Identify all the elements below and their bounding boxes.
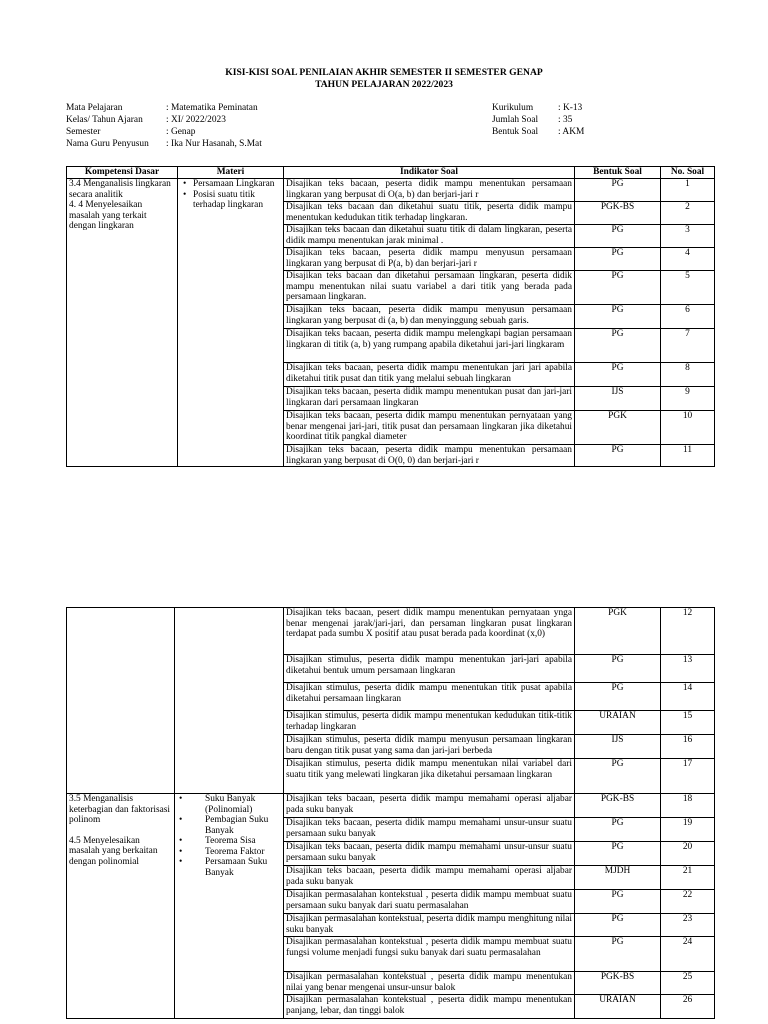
kd-text: 3.5 Menganalisis keterbagian dan faktorisasi polinom <box>69 794 171 825</box>
indikator-cell: Disajikan teks bacaan, peserta didik mampu menentukan persamaan lingkaran yang berpusat di O(0, 0) dan berjari-jari r <box>284 445 575 467</box>
indikator-cell: Disajikan permasalahan kontekstual , peserta didik mampu menentukan panjang, lebar, dan tinggi balok <box>284 995 575 1019</box>
meta-value: : K-13 <box>558 103 583 113</box>
indikator-cell: Disajikan stimulus, peserta didik mampu menentukan nilai variabel dari suatu titik yang melewati lingkaran jika diketahui persamaan lingkaran <box>284 759 575 794</box>
no-soal-cell: 7 <box>661 329 715 363</box>
no-soal-cell: 16 <box>661 735 715 759</box>
indikator-cell: Disajikan teks bacaan dan diketahui suatu titik di dalam lingkaran, peserta didik mampu menentukan jarak minimal . <box>284 225 575 248</box>
indikator-cell: Disajikan teks bacaan, peserta didik mampu menyusun persamaan lingkaran yang berpusat di P(a, b) dan berjari-jari r <box>284 248 575 271</box>
indikator-cell: Disajikan permasalahan kontekstual , peserta didik mampu menentukan nilai yang benar mengenai unsur-unsur balok <box>284 972 575 995</box>
meta-value: : Genap <box>166 127 196 137</box>
no-soal-cell: 25 <box>661 972 715 995</box>
meta-row <box>492 114 584 126</box>
document-title <box>0 67 768 91</box>
bentuk-soal-cell: IJS <box>575 735 661 759</box>
kompetensi-dasar-cell <box>67 794 175 1019</box>
kd-text: 4. 4 Menyelesaikan masalah yang terkait dengan lingkaran <box>69 200 147 231</box>
bentuk-soal-cell: PGK-BS <box>575 972 661 995</box>
meta-right <box>492 102 584 138</box>
no-soal-cell: 13 <box>661 655 715 683</box>
indikator-cell: Disajikan teks bacaan, peserta didik mampu memahami operasi aljabar pada suku banyak <box>284 794 575 818</box>
no-soal-cell: 5 <box>661 271 715 305</box>
no-soal-cell: 19 <box>661 818 715 842</box>
meta-label: Kurikulum <box>492 103 534 113</box>
table-row <box>67 608 715 655</box>
indikator-cell: Disajikan teks bacaan, peserta didik mampu menentukan jari jari apabila diketahui titik pusat dan titik yang melalui sebuah lingkaran <box>284 363 575 387</box>
materi-item: • Persamaan Lingkaran <box>180 179 281 190</box>
bentuk-soal-cell: PG <box>575 683 661 711</box>
materi-cell <box>175 608 284 794</box>
materi-item: • Teorema Faktor <box>177 847 281 858</box>
materi-item: • Teorema Sisa <box>177 836 281 847</box>
meta-row <box>492 102 584 114</box>
kd-text: 3.4 Menganalisis lingkaran secara analitik <box>69 179 171 200</box>
bentuk-soal-cell: PG <box>575 329 661 363</box>
bentuk-soal-cell: PG <box>575 937 661 972</box>
column-header-no: No. Soal <box>661 167 715 179</box>
title-line-1: KISI-KISI SOAL PENILAIAN AKHIR SEMESTER II SEMESTER GENAP <box>225 67 543 78</box>
bentuk-soal-cell: PGK-BS <box>575 794 661 818</box>
kisi-kisi-table-page2 <box>66 607 715 1019</box>
no-soal-cell: 10 <box>661 411 715 445</box>
no-soal-cell: 4 <box>661 248 715 271</box>
indikator-cell: Disajikan stimulus, peserta didik mampu menentukan titik pusat apabila diketahui persamaan lingkaran <box>284 683 575 711</box>
bentuk-soal-cell: PG <box>575 914 661 937</box>
meta-row <box>66 138 262 150</box>
meta-value: : Ika Nur Hasanah, S.Mat <box>166 139 262 149</box>
bentuk-soal-cell: MJDH <box>575 866 661 890</box>
no-soal-cell: 3 <box>661 225 715 248</box>
kompetensi-dasar-cell <box>67 608 175 794</box>
indikator-cell: Disajikan teks bacaan, peserta didik mampu memahami unsur-unsur suatu persamaan suku banyak <box>284 818 575 842</box>
column-header-indikator: Indikator Soal <box>284 167 575 179</box>
meta-label: Jumlah Soal <box>492 115 539 125</box>
materi-item: • Persamaan Suku Banyak <box>177 857 281 878</box>
indikator-cell: Disajikan teks bacaan dan diketahui suatu titik, peserta didik mampu menentukan kedudukan titik terhadap lingkaran. <box>284 202 575 225</box>
meta-label: Nama Guru Penyusun <box>66 139 149 149</box>
bentuk-soal-cell: PG <box>575 271 661 305</box>
no-soal-cell: 17 <box>661 759 715 794</box>
no-soal-cell: 8 <box>661 363 715 387</box>
no-soal-cell: 21 <box>661 866 715 890</box>
no-soal-cell: 1 <box>661 179 715 202</box>
indikator-cell: Disajikan permasalahan kontekstual , peserta didik mampu membuat suatu fungsi volume menjadi fungsi suku banyak dari suatu permasalahan <box>284 937 575 972</box>
meta-left <box>66 102 262 150</box>
bentuk-soal-cell: PGK <box>575 608 661 655</box>
meta-label: Kelas/ Tahun Ajaran <box>66 115 143 125</box>
indikator-cell: Disajikan teks bacaan, peserta didik mampu menyusun persamaan lingkaran yang berpusat di (a, b) dan menyinggung sebuah garis. <box>284 305 575 329</box>
indikator-cell: Disajikan teks bacaan dan diketahui persamaan lingkaran, peserta didik mampu menentukan nilai suatu variabel a dari titik yang berada pada persamaan lingkaran. <box>284 271 575 305</box>
bentuk-soal-cell: URAIAN <box>575 711 661 735</box>
indikator-cell: Disajikan stimulus, peserta didik mampu menentukan kedudukan titik-titik terhadap lingkaran <box>284 711 575 735</box>
bentuk-soal-cell: PGK-BS <box>575 202 661 225</box>
indikator-cell: Disajikan permasalahan kontekstual, peserta didik mampu menghitung nilai suku banyak <box>284 914 575 937</box>
meta-row <box>66 126 262 138</box>
indikator-cell: Disajikan teks bacaan, peserta didik mampu memahami unsur-unsur suatu persamaan suku banyak <box>284 842 575 866</box>
materi-item: • Pembagian Suku Banyak <box>177 815 281 836</box>
meta-value: : XI/ 2022/2023 <box>166 115 226 125</box>
bentuk-soal-cell: IJS <box>575 387 661 411</box>
no-soal-cell: 18 <box>661 794 715 818</box>
indikator-cell: Disajikan teks bacaan, pesert didik mampu menentukan pernyataan ynga benar mengenai jarak/jari-jari, dan persaman lingkaran pusat lingkaran terdapat pada sumbu X positif atau pusat berada pada koordinat (x,0) <box>284 608 575 655</box>
indikator-cell: Disajikan teks bacaan, peserta didik mampu menentukan pusat dan jari-jari lingkaran dari persamaan lingkaran <box>284 387 575 411</box>
bentuk-soal-cell: PG <box>575 655 661 683</box>
bentuk-soal-cell: PG <box>575 179 661 202</box>
no-soal-cell: 20 <box>661 842 715 866</box>
column-header-bentuk: Bentuk Soal <box>575 167 661 179</box>
bentuk-soal-cell: PG <box>575 818 661 842</box>
bentuk-soal-cell: PG <box>575 225 661 248</box>
indikator-cell: Disajikan permasalahan kontekstual , peserta didik mampu membuat suatu persamaan suku banyak dari suatu permasalahan <box>284 890 575 914</box>
materi-item: • Posisi suatu titik terhadap lingkaran <box>180 190 281 211</box>
no-soal-cell: 11 <box>661 445 715 467</box>
kd-text: 4.5 Menyelesaikan masalah yang berkaitan dengan polinomial <box>69 835 158 867</box>
indikator-cell: Disajikan stimulus, peserta didik mampu menentukan jari-jari apabila diketahui bentuk umum persamaan lingkaran <box>284 655 575 683</box>
meta-row <box>66 102 262 114</box>
no-soal-cell: 22 <box>661 890 715 914</box>
title-line-2: TAHUN PELAJARAN 2022/2023 <box>315 79 453 90</box>
indikator-cell: Disajikan stimulus, peserta didik mampu menyusun persamaan lingkaran baru dengan titik pusat yang sama dan jari-jari berbeda <box>284 735 575 759</box>
no-soal-cell: 26 <box>661 995 715 1019</box>
meta-row <box>66 114 262 126</box>
table-row <box>67 179 715 202</box>
indikator-cell: Disajikan teks bacaan, peserta didik mampu menentukan persamaan lingkaran yang berpusat di O(a, b) dan berjari-jari r <box>284 179 575 202</box>
column-header-kompetensi: Kompetensi Dasar <box>67 167 178 179</box>
materi-cell <box>178 179 284 467</box>
meta-value: : Matematika Peminatan <box>166 103 258 113</box>
indikator-cell: Disajikan teks bacaan, peserta didik mampu memahami operasi aljabar pada suku banyak <box>284 866 575 890</box>
no-soal-cell: 14 <box>661 683 715 711</box>
no-soal-cell: 24 <box>661 937 715 972</box>
bentuk-soal-cell: PG <box>575 445 661 467</box>
no-soal-cell: 9 <box>661 387 715 411</box>
no-soal-cell: 12 <box>661 608 715 655</box>
materi-item: • Suku Banyak (Polinomial) <box>177 794 281 815</box>
bentuk-soal-cell: URAIAN <box>575 995 661 1019</box>
kisi-kisi-table-page1 <box>66 166 715 467</box>
bentuk-soal-cell: PG <box>575 305 661 329</box>
materi-cell <box>175 794 284 1019</box>
column-header-materi: Materi <box>178 167 284 179</box>
kompetensi-dasar-cell <box>67 179 178 467</box>
table-header-row <box>67 167 715 179</box>
meta-row <box>492 126 584 138</box>
no-soal-cell: 15 <box>661 711 715 735</box>
indikator-cell: Disajikan teks bacaan, peserta didik mampu melengkapi bagian persamaan lingkaran di titik (a, b) yang rumpang apabila diketahui jari-jari lingkaram <box>284 329 575 363</box>
meta-label: Bentuk Soal <box>492 127 539 137</box>
bentuk-soal-cell: PG <box>575 759 661 794</box>
bentuk-soal-cell: PG <box>575 248 661 271</box>
table-row <box>67 794 715 818</box>
meta-value: : AKM <box>558 127 585 137</box>
meta-label: Semester <box>66 127 101 137</box>
bentuk-soal-cell: PG <box>575 363 661 387</box>
bentuk-soal-cell: PG <box>575 890 661 914</box>
indikator-cell: Disajikan teks bacaan, peserta didik mampu menentukan pernyataan yang benar mengenai jari-jari, titik pusat dan persamaan lingkaran jika diketahui koordinat titik pangkal diameter <box>284 411 575 445</box>
no-soal-cell: 6 <box>661 305 715 329</box>
no-soal-cell: 2 <box>661 202 715 225</box>
meta-value: : 35 <box>558 115 573 125</box>
meta-label: Mata Pelajaran <box>66 103 123 113</box>
bentuk-soal-cell: PGK <box>575 411 661 445</box>
bentuk-soal-cell: PG <box>575 842 661 866</box>
no-soal-cell: 23 <box>661 914 715 937</box>
